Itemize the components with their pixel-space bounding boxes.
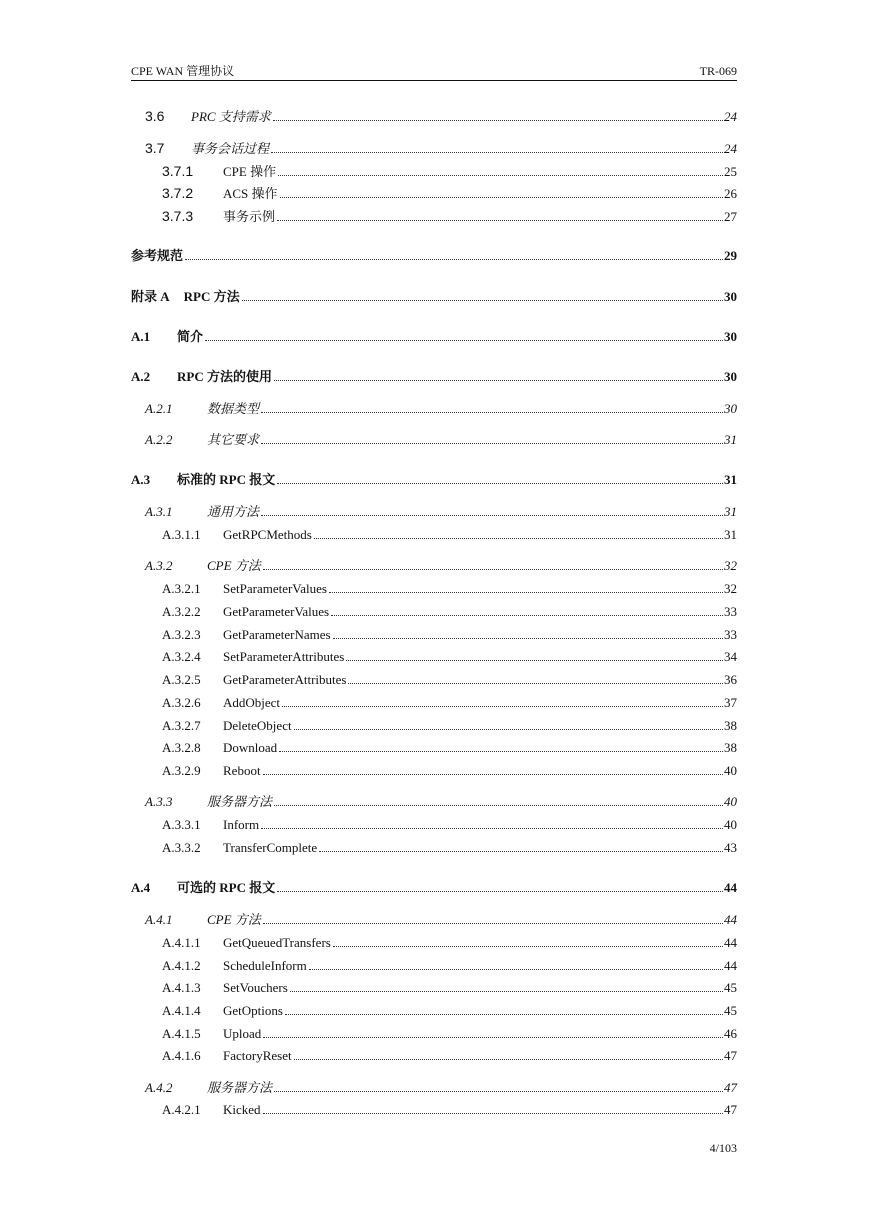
toc-leader-dots [319,841,723,852]
toc-entry-number: 3.7 [145,140,165,156]
toc-entry-title: 事务会话过程 [191,141,270,156]
toc-entry-number: A.3.2.9 [162,763,201,778]
toc-entry-title: RPC 方法的使用 [177,369,272,384]
toc-entry-page: 44 [724,912,737,927]
toc-entry-title: CPE 方法 [207,912,261,927]
toc-entry-page: 24 [724,141,737,156]
toc-entry-number: A.4.1.5 [162,1026,201,1041]
toc-entry-number: A.4 [131,880,151,895]
toc-entry-title: TransferComplete [223,840,318,855]
toc-entry[interactable] [131,670,737,690]
toc-entry-number: A.3.2.3 [162,627,201,642]
toc-entry-page: 29 [724,248,737,263]
toc-entry-page: 33 [724,604,737,619]
toc-entry-page: 26 [724,186,737,201]
toc-entry[interactable] [131,327,737,347]
toc-entry-number: A.4.1.3 [162,980,201,995]
toc-entry-page: 44 [724,958,737,973]
toc-entry-number: 3.7.1 [162,163,194,179]
toc-entry-page: 31 [724,527,737,542]
toc-entry-page: 36 [724,672,737,687]
toc-entry[interactable] [131,367,737,387]
toc-entry[interactable] [131,625,737,645]
toc-leader-dots [331,605,723,616]
toc-entry-page: 40 [724,794,737,809]
toc-entry-title: 简介 [177,329,204,344]
toc-entry-page: 37 [724,695,737,710]
toc-entry-page: 40 [724,817,737,832]
page-number: 4/103 [709,1141,737,1155]
toc-entry[interactable] [131,502,737,522]
toc-entry-number: A.3.2.4 [162,649,201,664]
toc-entry-title: Inform [223,817,260,832]
toc-entry-page: 45 [724,1003,737,1018]
toc-entry[interactable] [131,792,737,812]
toc-entry-title: 数据类型 [207,401,260,416]
toc-leader-dots [294,1049,723,1060]
toc-entry-number: A.3 [131,472,151,487]
toc-leader-dots [277,473,723,484]
toc-entry-number: A.1 [131,329,151,344]
toc-entry-number: A.3.1 [145,504,173,519]
toc-entry-title: GetQueuedTransfers [223,935,331,950]
toc-leader-dots [282,696,723,707]
toc-entry[interactable] [131,978,737,998]
toc-entry-number: 3.7.2 [162,185,194,201]
toc-entry-title: DeleteObject [223,718,292,733]
toc-leader-dots [333,628,723,639]
toc-leader-dots [261,818,723,829]
toc-leader-dots [261,402,723,413]
toc-entry-page: 47 [724,1048,737,1063]
toc-entry-page: 31 [724,504,737,519]
toc-entry-page: 24 [724,109,737,124]
toc-entry[interactable] [131,693,737,713]
toc-leader-dots [274,1081,723,1092]
toc-leader-dots [329,582,723,593]
toc-entry-page: 38 [724,740,737,755]
toc-entry[interactable] [131,878,737,898]
toc-entry-number: A.3.2 [145,558,173,573]
toc-entry[interactable] [131,399,737,419]
toc-entry-title: GetParameterValues [223,604,330,619]
toc-entry-title: PRC 支持需求 [191,109,271,124]
toc-leader-dots [205,330,723,341]
toc-entry-title: 可选的 RPC 报文 [177,880,276,895]
toc-entry-number: A.2 [131,369,151,384]
toc-entry-title: CPE 方法 [207,558,261,573]
toc-entry-title: ACS 操作 [223,186,278,201]
toc-leader-dots [279,741,723,752]
toc-entry[interactable] [131,1100,737,1120]
toc-entry-number: A.3.2.1 [162,581,201,596]
toc-leader-dots [309,959,723,970]
toc-entry-number: A.4.1.6 [162,1048,201,1063]
toc-entry-number: A.3.2.6 [162,695,201,710]
toc-entry-title: GetParameterAttributes [223,672,347,687]
toc-leader-dots [274,370,723,381]
toc-entry-page: 30 [724,401,737,416]
toc-entry-title: AddObject [223,695,281,710]
toc-entry[interactable] [131,738,737,758]
toc-entry-title: GetOptions [223,1003,283,1018]
toc-entry-page: 30 [724,289,737,304]
toc-entry-title: RPC 方法 [183,289,240,304]
toc-entry[interactable] [131,470,737,490]
toc-entry[interactable] [131,579,737,599]
toc-leader-dots [290,981,723,992]
toc-entry-page: 43 [724,840,737,855]
toc-entry[interactable] [131,246,737,266]
toc-entry[interactable] [131,1001,737,1021]
toc-entry-number: 3.6 [145,108,165,124]
toc-entry-page: 44 [724,880,737,895]
toc-entry[interactable] [131,138,737,158]
toc-entry-title: 其它要求 [207,432,260,447]
toc-entry-page: 40 [724,763,737,778]
toc-entry-number: A.4.1 [145,912,173,927]
toc-entry-number: A.3.2.5 [162,672,201,687]
toc-entry-title: Reboot [223,763,261,778]
toc-entry-page: 30 [724,329,737,344]
toc-entry-title: GetParameterNames [223,627,331,642]
toc-entry[interactable] [131,716,737,736]
toc-entry-number: A.4.2.1 [162,1102,201,1117]
toc-entry-title: 服务器方法 [207,794,273,809]
toc-entry-number: A.2.1 [145,401,173,416]
toc-entry-page: 47 [724,1102,737,1117]
toc-entry[interactable] [131,956,737,976]
toc-leader-dots [314,528,723,539]
toc-leader-dots [263,1103,723,1114]
toc-entry-number: A.3.2.8 [162,740,201,755]
page-header [131,62,737,80]
toc-leader-dots [274,795,723,806]
toc-entry[interactable] [131,183,737,203]
toc-entry[interactable] [131,602,737,622]
toc-entry-title: CPE 操作 [223,164,277,179]
toc-entry[interactable] [131,838,737,858]
toc-leader-dots [185,249,723,260]
toc-entry[interactable] [131,1078,737,1098]
toc-entry-title: GetRPCMethods [223,527,312,542]
toc-entry-page: 44 [724,935,737,950]
toc-entry[interactable] [131,1024,737,1044]
toc-entry-number: 附录 A [131,289,170,304]
toc-entry-number: A.2.2 [145,432,173,447]
toc-leader-dots [277,210,723,221]
toc-entry[interactable] [131,761,737,781]
toc-entry-number: A.3.1.1 [162,527,201,542]
toc-entry-page: 47 [724,1080,737,1095]
header-rule [131,80,737,81]
toc-entry-number: 3.7.3 [162,208,194,224]
toc-entry-title: 标准的 RPC 报文 [177,472,276,487]
toc-entry-title: SetParameterAttributes [223,649,345,664]
toc-entry-number: A.3.3.1 [162,817,201,832]
toc-entry-page: 27 [724,209,737,224]
toc-entry[interactable] [131,647,737,667]
toc-leader-dots [278,165,723,176]
toc-leader-dots [348,673,723,684]
toc-entry-title: SetVouchers [223,980,288,995]
toc-leader-dots [261,505,723,516]
toc-leader-dots [263,764,723,775]
toc-entry-number: A.3.3 [145,794,173,809]
toc-entry-title: 参考规范 [131,248,184,263]
toc-entry-number: A.4.2 [145,1080,173,1095]
toc-entry-title: Kicked [223,1102,261,1117]
header-doc-title: CPE WAN 管理协议 [131,64,235,78]
toc-entry-page: 32 [724,558,737,573]
toc-entry-page: 33 [724,627,737,642]
toc-entry[interactable] [131,430,737,450]
toc-leader-dots [273,110,723,121]
toc-entry[interactable] [131,910,737,930]
toc-entry-page: 31 [724,432,737,447]
toc-entry[interactable] [131,161,737,181]
toc-entry-number: A.4.1.4 [162,1003,201,1018]
toc-leader-dots [263,913,723,924]
toc-entry-number: A.3.2.2 [162,604,201,619]
toc-entry[interactable] [131,206,737,226]
toc-entry-page: 31 [724,472,737,487]
toc-leader-dots [346,650,723,661]
toc-leader-dots [333,936,723,947]
toc-leader-dots [277,881,723,892]
toc-entry[interactable] [131,106,737,126]
toc-entry-title: FactoryReset [223,1048,292,1063]
toc-entry-number: A.4.1.2 [162,958,201,973]
toc-entry-title: 服务器方法 [207,1080,273,1095]
toc-entry-page: 46 [724,1026,737,1041]
toc-leader-dots [271,142,723,153]
toc-leader-dots [263,1027,723,1038]
toc-entry-page: 32 [724,581,737,596]
toc-entry[interactable] [131,287,737,307]
toc-entry-number: A.4.1.1 [162,935,201,950]
toc-entry-page: 30 [724,369,737,384]
toc-entry[interactable] [131,1046,737,1066]
toc-leader-dots [242,290,723,301]
toc-entry-title: Upload [223,1026,262,1041]
toc-leader-dots [280,187,723,198]
toc-entry-page: 45 [724,980,737,995]
toc-entry-title: Download [223,740,278,755]
toc-leader-dots [261,433,723,444]
toc-entry[interactable] [131,933,737,953]
toc-entry-number: A.3.2.7 [162,718,201,733]
toc-entry[interactable] [131,556,737,576]
toc-entry-title: 通用方法 [207,504,260,519]
toc-leader-dots [263,559,723,570]
toc-entry-title: ScheduleInform [223,958,307,973]
toc-entry[interactable] [131,525,737,545]
toc-entry-page: 34 [724,649,737,664]
toc-entry-page: 25 [724,164,737,179]
toc-entry-title: 事务示例 [223,209,276,224]
toc-entry[interactable] [131,815,737,835]
toc-entry-title: SetParameterValues [223,581,327,596]
toc-entry-number: A.3.3.2 [162,840,201,855]
toc-entry-page: 38 [724,718,737,733]
toc-leader-dots [285,1004,723,1015]
header-doc-id: TR-069 [699,64,737,78]
toc-leader-dots [294,719,723,730]
